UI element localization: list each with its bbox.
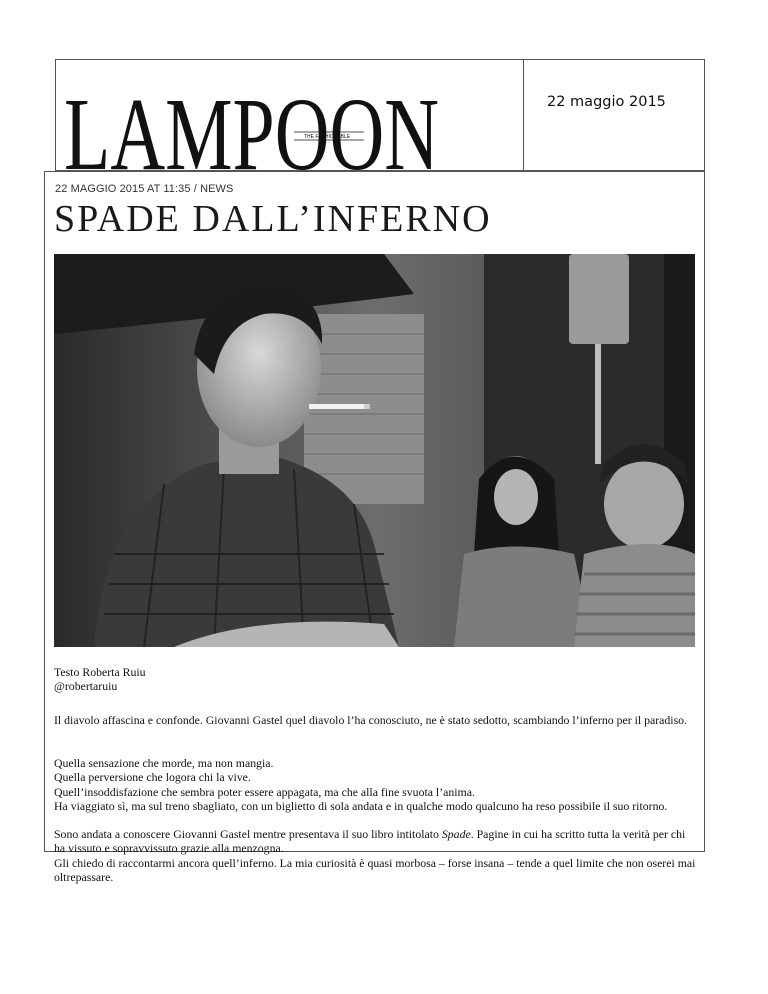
lampoon-logo xyxy=(64,93,439,171)
paragraph-2-line: Quell’insoddisfazione che sembra poter essere appagata, ma che alla fine svuota l’anima. xyxy=(54,784,475,799)
author-name: Testo Roberta Ruiu xyxy=(54,665,146,679)
logo-wordmark: LAMPOON xyxy=(64,93,439,171)
paragraph-2 xyxy=(54,756,696,813)
article-title: SPADE DALL’INFERNO xyxy=(54,198,492,240)
date-cell xyxy=(523,60,704,170)
paragraph-2-line: Quella perversione che logora chi la vive. xyxy=(54,770,251,785)
paragraph-3 xyxy=(54,827,696,884)
paragraph-2-line: Quella sensazione che morde, ma non mangia. xyxy=(54,756,274,770)
author-handle: @robertaruiu xyxy=(54,679,118,694)
article xyxy=(44,171,705,884)
book-title: Spade xyxy=(441,827,471,841)
paragraph-3-text: . Pagine in cui ha scritto tutta la verità per chi ha vissuto e sopravvissuto grazie alla menzogna. xyxy=(54,827,686,856)
article-photo xyxy=(54,254,695,647)
logo-cell xyxy=(56,60,524,170)
document-date: 22 maggio 2015 xyxy=(547,94,666,110)
document-header xyxy=(55,59,705,171)
author-credit xyxy=(54,665,696,694)
paragraph-1: Il diavolo affascina e confonde. Giovanni Gastel quel diavolo l’ha conosciuto, ne è stato sedotto, scambiando l’inferno per il paradiso. xyxy=(54,713,688,727)
paragraph-3-text: Gli chiedo di raccontarmi ancora quell’inferno. La mia curiosità è quasi morbosa – forse insana – tende a quel limite che non oserei mai oltrepassare. xyxy=(54,855,696,884)
paragraph-2-line: Ha viaggiato sì, ma sul treno sbagliato, con un biglietto di sola andata e in qualche modo qualcuno ha reso possibile il suo ritorno. xyxy=(54,798,668,813)
logo-tagline: THE FASHIONABLE xyxy=(304,134,351,140)
paragraph-3-text: Sono andata a conoscere Giovanni Gastel mentre presentava il suo libro intitolato xyxy=(54,827,442,841)
article-meta: 22 MAGGIO 2015 AT 11:35 / NEWS xyxy=(55,183,234,195)
